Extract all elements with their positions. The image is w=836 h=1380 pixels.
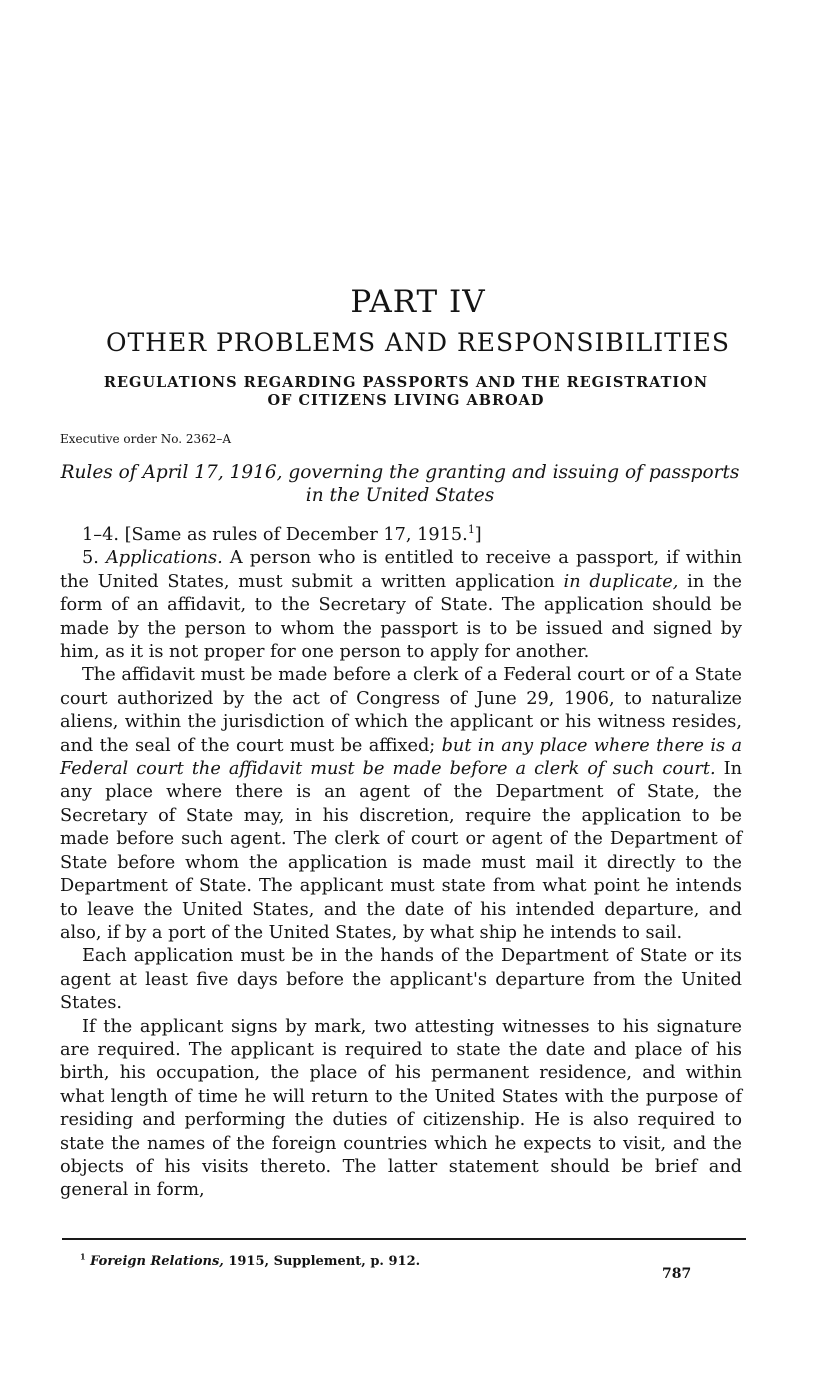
section-heading-line-1: REGULATIONS REGARDING PASSPORTS AND THE REGISTRATION bbox=[103, 374, 709, 391]
rules-caption: Rules of April 17, 1916, governing the granting and issuing of passports in the United States bbox=[60, 462, 740, 506]
footnote-divider bbox=[62, 1238, 746, 1240]
footnote-mark: 1 bbox=[80, 1251, 86, 1262]
section-heading bbox=[60, 374, 752, 410]
rule-title: Applications. bbox=[106, 548, 223, 569]
affidavit-emphasis: but in any place where there is a Federal court the affidavit must be made before a clerk of such court. bbox=[60, 735, 742, 780]
paragraph-affidavit bbox=[60, 664, 742, 945]
affidavit-text-b: In any place where there is an agent of the Department of State, the Secretary of State may, in his discretion, require the application to be made before such agent. The clerk of court or agent of the Department of State before whom the application is made must mail it directly to the Department of State. The applicant must state from what point he intends to leave the United States, and the date of his intended departure, and also, if by a port of the United States, by what ship he intends to sail. bbox=[60, 759, 742, 943]
rules-1-4-end: ] bbox=[474, 525, 482, 545]
footnote bbox=[80, 1251, 421, 1269]
paragraph-applications bbox=[60, 547, 742, 664]
applications-text-b: in the form of an affidavit, to the Secretary of State. The application should be made by the person to whom the passport is to be issued and signed by him, as it is not proper for one person to apply for another. bbox=[60, 571, 742, 663]
page-number: 787 bbox=[662, 1266, 692, 1282]
part-title: PART IV bbox=[350, 284, 486, 320]
paragraph-timing: Each application must be in the hands of the Department of State or its agent at least five days before the applicant's departure from the United States. bbox=[60, 946, 742, 1014]
applications-text-a: A person who is entitled to receive a passport, if within the United States, must submit a written application bbox=[60, 548, 743, 592]
footnote-source: Foreign Relations, bbox=[90, 1254, 224, 1269]
paragraph-signature: If the applicant signs by mark, two attesting witnesses to his signature are required. The applicant is required to state the date and place of his birth, his occupation, the place of his permanent residence, and within what length of time he will return to the United States with the purpose of residing and performing the duties of citizenship. He is also required to state the names of the foreign countries which he expects to visit, and the objects of his visits thereto. The latter statement should be brief and general in form, bbox=[60, 1016, 742, 1201]
rule-number: 5. bbox=[82, 548, 107, 569]
rules-1-4-text: 1–4. [Same as rules of December 17, 1915. bbox=[82, 525, 468, 545]
footnote-reference-mark: 1 bbox=[467, 523, 475, 537]
applications-emphasis: in duplicate, bbox=[563, 571, 679, 592]
body-text bbox=[60, 524, 742, 1203]
executive-order-reference: Executive order No. 2362–A bbox=[60, 432, 232, 446]
affidavit-text-a: The affidavit must be made before a clerk of a Federal court or of a State court authorized by the act of Congress of June 29, 1906, to naturalize aliens, within the jurisdiction of which the applicant or his witness resides, and the seal of the court must be affixed; bbox=[60, 665, 742, 756]
section-heading-line-2: OF CITIZENS LIVING ABROAD bbox=[267, 392, 545, 409]
part-subtitle: OTHER PROBLEMS AND RESPONSIBILITIES bbox=[106, 328, 730, 357]
footnote-citation: 1915, Supplement, p. 912. bbox=[223, 1254, 421, 1269]
paragraph-rules-1-4 bbox=[60, 524, 742, 547]
